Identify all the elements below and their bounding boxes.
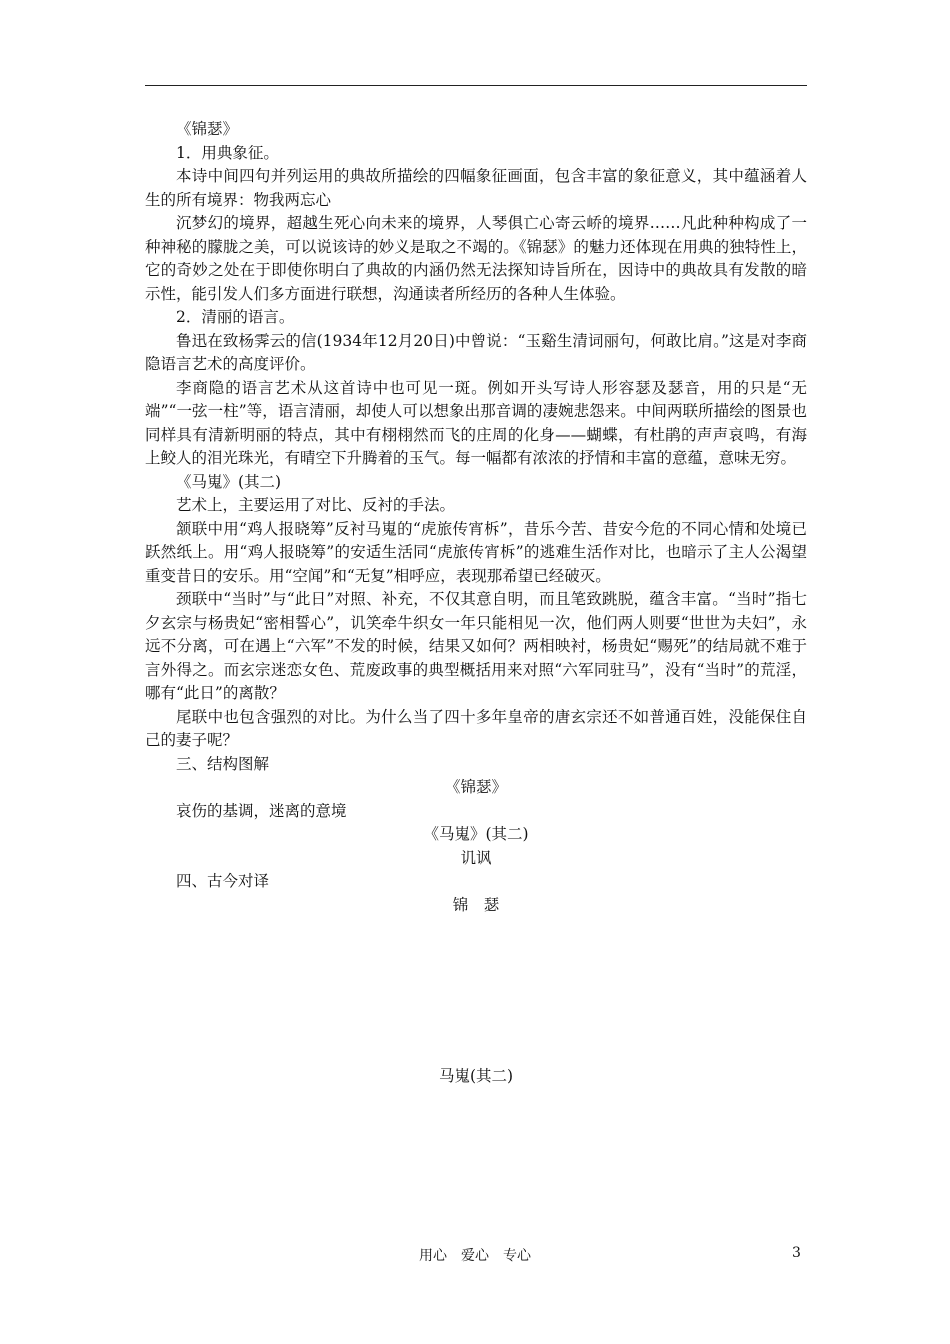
paragraph-6: 颔联中用“鸡人报晓筹”反衬马嵬的“虎旅传宵柝”，昔乐今苦、昔安今危的不同心情和处境已跃然纸上。用“鸡人报晓筹”的安适生活同“虎旅传宵柝”的逃难生活作对比，也暗示了主人公渴望重变昔日的安乐。用“空闻”和“无复”相呼应，表现那希望已经破灭。 xyxy=(145,519,807,585)
translation-mawei-title: 马嵬(其二) xyxy=(438,1067,514,1085)
section-4-heading: 四、古今对译 xyxy=(176,872,270,890)
footer-motto: 用心 爱心 专心 xyxy=(419,1248,531,1264)
paragraph-7: 颈联中“当时”与“此日”对照、补充，不仅其意自明，而且笔致跳脱，蕴含丰富。“当时”指七夕玄宗与杨贵妃“密相誓心”，讥笑牵牛织女一年只能相见一次，他们两人则要“世世为夫妇”，永远不分离，可在遇上“六军”不发的时候，结果又如何？两相映衬，杨贵妃“赐死”的结局就不难于言外得之。而玄宗迷恋女色、荒废政事的典型概括用来对照“六军同驻马”，没有“当时”的荒淫，哪有“此日”的离散？ xyxy=(145,590,807,702)
item-2-heading: 2．清丽的语言。 xyxy=(176,308,295,326)
diagram-jinse-title: 《锦瑟》 xyxy=(444,778,507,796)
paragraph-2: 沉梦幻的境界，超越生死心向未来的境界，人琴俱亡心寄云峤的境界……凡此种种构成了一种神秘的朦胧之美，可以说该诗的妙义是取之不竭的。《锦瑟》的魅力还体现在用典的独特性上，它的奇妙之处在于即使你明白了典故的内涵仍然无法探知诗旨所在，因诗中的典故具有发散的暗示性，能引发人们多方面进行联想，沟通读者所经历的各种人生体验。 xyxy=(145,214,807,303)
page-body xyxy=(145,118,807,1089)
mawei-heading: 《马嵬》(其二) xyxy=(176,472,282,491)
item-1-heading: 1．用典象征。 xyxy=(176,143,279,162)
paragraph-3: 鲁迅在致杨霁云的信(1934年12月20日)中曾说：“玉谿生清词丽句，何敢比肩。”这是对李商隐语言艺术的高度评价。 xyxy=(145,331,807,373)
page-number: 3 xyxy=(792,1245,801,1261)
paragraph-8: 尾联中也包含强烈的对比。为什么当了四十多年皇帝的唐玄宗还不如普通百姓，没能保住自己的妻子呢？ xyxy=(145,707,807,749)
diagram-jinse-note: 哀伤的基调，迷离的意境 xyxy=(176,801,347,820)
translation-jinse-title: 锦 瑟 xyxy=(452,895,500,914)
header-rule xyxy=(145,85,807,86)
paragraph-4: 李商隐的语言艺术从这首诗中也可见一斑。例如开头写诗人形容瑟及瑟音，用的只是“无端”“一弦一柱”等，语言清丽，却使人可以想象出那音调的凄婉悲怨来。中间两联所描绘的图景也同样具有清新明丽的特点，其中有栩栩然而飞的庄周的化身——蝴蝶，有杜鹃的声声哀鸣，有海上鲛人的泪光珠光，有晴空下升腾着的玉气。每一幅都有浓浓的抒情和丰富的意蕴，意味无穷。 xyxy=(145,378,807,467)
diagram-mawei-note: 讥讽 xyxy=(460,848,492,867)
paragraph-1: 本诗中间四句并列运用的典故所描绘的四幅象征画面，包含丰富的象征意义，其中蕴涵着人生的所有境界：物我两忘心 xyxy=(145,167,807,209)
blank-area xyxy=(145,917,807,1065)
jinse-heading: 《锦瑟》 xyxy=(176,120,239,138)
paragraph-5: 艺术上，主要运用了对比、反衬的手法。 xyxy=(176,496,456,514)
section-3-heading: 三、结构图解 xyxy=(176,754,270,773)
diagram-mawei-title: 《马嵬》(其二) xyxy=(423,825,529,843)
